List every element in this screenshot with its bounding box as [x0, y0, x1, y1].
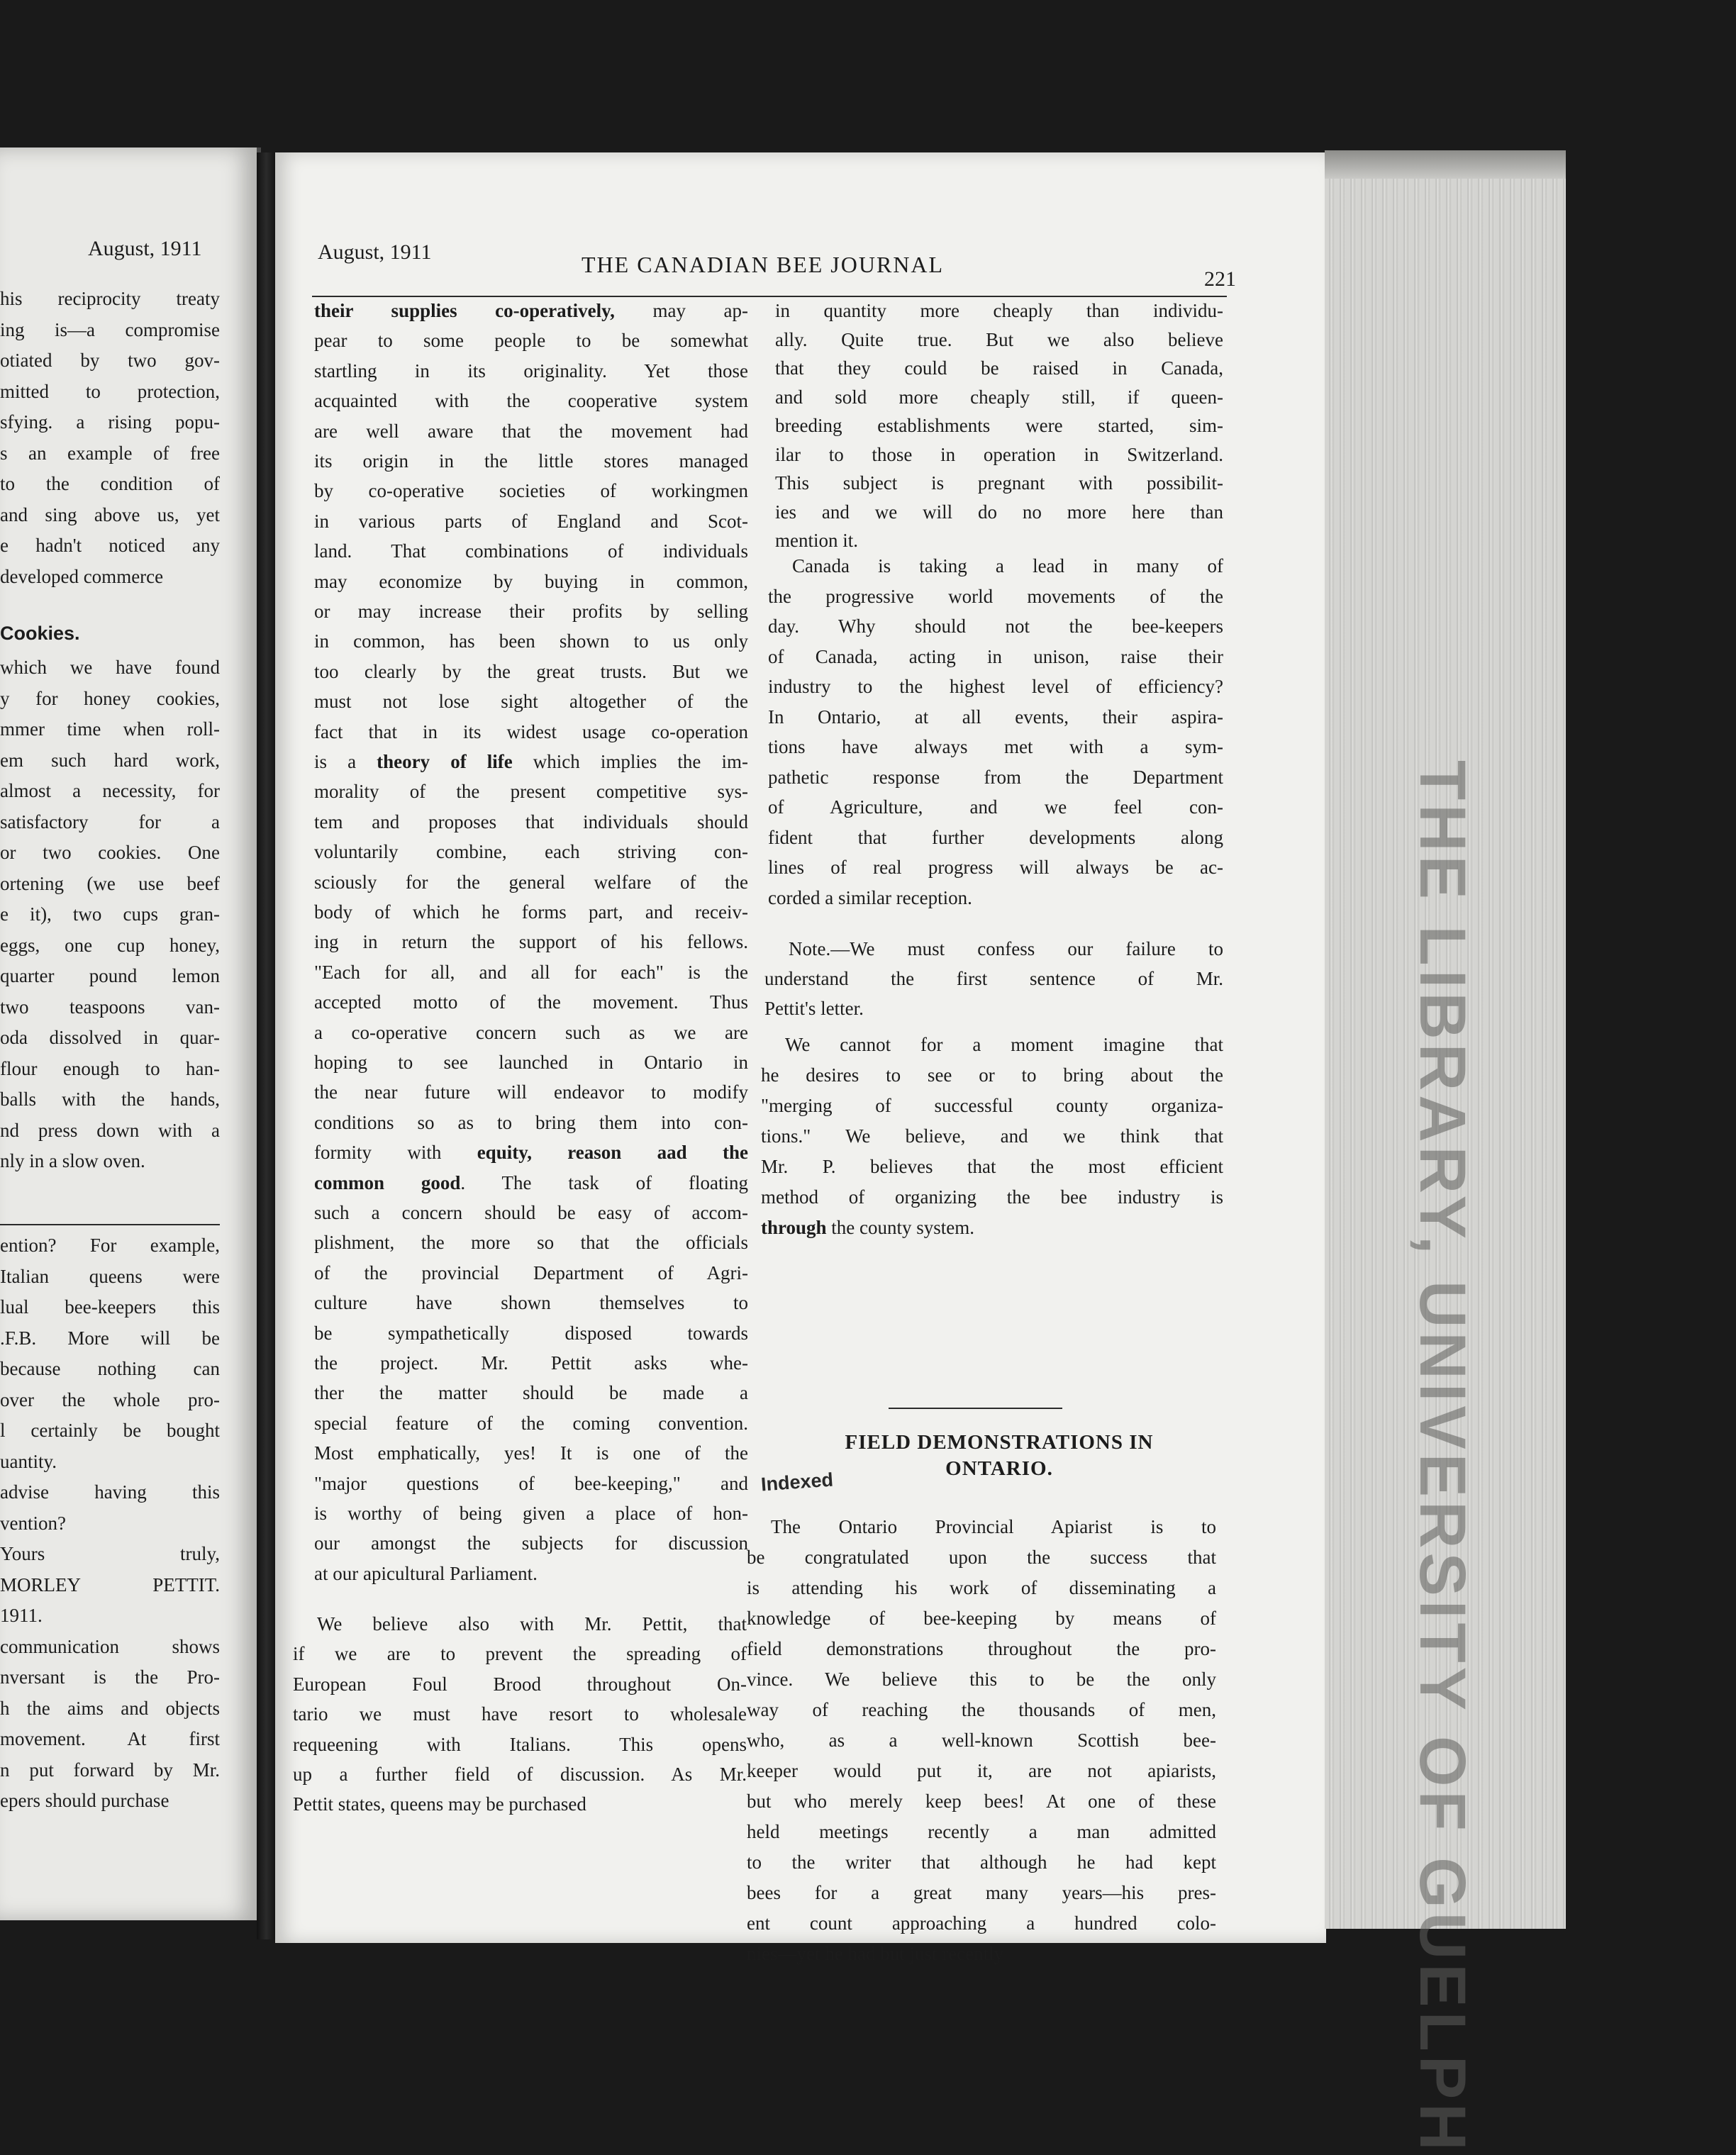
text-line: conditions so as to bring them into con- — [314, 1111, 748, 1133]
text-line: up a further field of discussion. As Mr. — [293, 1764, 747, 1785]
text-line: lual bee-keepers this — [0, 1296, 220, 1318]
text-line: l certainly be bought — [0, 1420, 220, 1441]
text-line: ing is—a compromise — [0, 318, 220, 340]
text-line: a co-operative concern such as we are — [314, 1021, 748, 1043]
book-top-edge — [1325, 150, 1566, 179]
text-line: developed commerce — [0, 565, 164, 587]
section-divider — [889, 1408, 1062, 1409]
text-line: that they could be raised in Canada, — [775, 357, 1223, 379]
text-line: field demonstrations throughout the pro- — [747, 1638, 1216, 1659]
text-line: Note.—We must confess our failure to — [789, 938, 1223, 959]
text-line: if we are to prevent the spreading of — [293, 1643, 747, 1665]
text-line: of Agriculture, and we feel con- — [768, 796, 1223, 818]
text-line: MORLEY PETTIT. — [0, 1574, 220, 1596]
text-line: two teaspoons van- — [0, 996, 220, 1018]
text-line: epers should purchase — [0, 1790, 169, 1811]
text-line: tem and proposes that individuals should — [314, 811, 748, 833]
previous-page-text-block-2 — [0, 658, 220, 1296]
text-line: mitted to protection, — [0, 380, 220, 402]
text-line: or may increase their profits by selling — [314, 601, 748, 622]
text-line: such a concern should be easy of accom- — [314, 1202, 748, 1223]
text-line: of Canada, acting in unison, raise their — [768, 645, 1223, 667]
text-line: accepted motto of the movement. Thus — [314, 991, 748, 1013]
text-line: mmer time when roll- — [0, 718, 220, 740]
text-line: which we have found — [0, 657, 220, 678]
text-line: over the whole pro- — [0, 1388, 220, 1410]
text-line: their supplies co-operatively, may ap- — [314, 300, 748, 321]
text-line: acquainted with the cooperative system — [314, 390, 748, 412]
text-line: ies and we will do no more here than — [775, 501, 1223, 523]
text-line: tions." We believe, and we think that — [761, 1125, 1223, 1147]
text-line: who, as a well-known Scottish bee- — [747, 1730, 1216, 1751]
text-line: in various parts of England and Scot- — [314, 510, 748, 532]
text-line: or two cookies. One — [0, 842, 220, 863]
text-line: because nothing can — [0, 1358, 220, 1379]
text-line: body of which he forms part, and receiv- — [314, 901, 748, 923]
text-line: is attending his work of disseminating a — [747, 1577, 1216, 1598]
text-line: must not lose sight altogether of the — [314, 691, 748, 713]
text-line: corded a similar reception. — [768, 886, 972, 908]
text-line: s an example of free — [0, 442, 220, 464]
text-line: be congratulated upon the success that — [747, 1547, 1216, 1568]
text-line: nd press down with a — [0, 1119, 220, 1141]
text-line: pathetic response from the Department — [768, 766, 1223, 788]
text-line: nies—yet he had but just recently — [747, 1943, 1004, 1964]
page-number: 221 — [1204, 267, 1236, 291]
previous-page — [0, 147, 261, 1920]
text-line: bees for a great many years—his pres- — [747, 1882, 1216, 1903]
text-line: land. That combinations of individuals — [314, 540, 748, 562]
text-line: "major questions of bee-keeping," and — [314, 1472, 748, 1494]
text-line: ilar to those in operation in Switzerland. — [775, 443, 1223, 465]
text-line: at our apicultural Parliament. — [314, 1562, 538, 1584]
text-line: y for honey cookies, — [0, 687, 220, 709]
text-line: ing in return the support of his fellows. — [314, 931, 748, 953]
section-title-line-2: ONTARIO. — [945, 1457, 1053, 1480]
text-line: its origin in the little stores managed — [314, 450, 748, 472]
previous-page-heading: Cookies. — [0, 623, 80, 644]
section-title-line-1: FIELD DEMONSTRATIONS IN — [845, 1431, 1154, 1454]
text-line: "merging of successful county organiza- — [761, 1095, 1223, 1116]
text-line: in common, has been shown to us only — [314, 630, 748, 652]
text-line: nly in a slow oven. — [0, 1150, 145, 1171]
text-line: and sing above us, yet — [0, 503, 220, 525]
text-line: Canada is taking a lead in many of — [792, 555, 1223, 577]
text-line: em such hard work, — [0, 749, 220, 771]
text-line: of the provincial Department of Agri- — [314, 1262, 748, 1283]
text-line: ortening (we use beef — [0, 872, 220, 894]
text-line: quarter pound lemon — [0, 965, 220, 986]
text-line: lines of real progress will always be ac- — [768, 857, 1223, 878]
indexed-stamp: Indexed — [760, 1469, 834, 1496]
text-line: "Each for all, and all for each" is the — [314, 961, 748, 983]
text-line: nversant is the Pro- — [0, 1666, 220, 1688]
book-page-edges — [1325, 150, 1566, 2155]
text-line: and sold more cheaply still, if queen- — [775, 386, 1223, 408]
text-line: satisfactory for a — [0, 811, 220, 833]
text-line: the project. Mr. Pettit asks whe- — [314, 1352, 748, 1374]
text-line: 1911. — [0, 1605, 43, 1626]
text-line: Italian queens were — [0, 1265, 220, 1287]
text-line: our amongst the subjects for discussion — [314, 1532, 748, 1554]
text-line: e hadn't noticed any — [0, 535, 220, 556]
text-line: tions have always met with a sym- — [768, 736, 1223, 757]
text-line: vince. We believe this to be the only — [747, 1669, 1216, 1690]
text-line: method of organizing the bee industry is — [761, 1186, 1223, 1208]
page-221 — [275, 152, 1326, 1964]
text-line: ally. Quite true. But we also believe — [775, 328, 1223, 350]
text-line: sciously for the general welfare of the — [314, 871, 748, 893]
text-line: ent count approaching a hundred colo- — [747, 1912, 1216, 1934]
text-line: common good. The task of floating — [314, 1171, 748, 1193]
text-line: special feature of the coming convention. — [314, 1412, 748, 1434]
text-line: communication shows — [0, 1635, 220, 1657]
text-line: otiated by two gov- — [0, 350, 220, 371]
text-line: uantity. — [0, 1450, 57, 1472]
text-line: fident that further developments along — [768, 826, 1223, 848]
text-line: sfying. a rising popu- — [0, 411, 220, 433]
text-line: the near future will endeavor to modify — [314, 1081, 748, 1103]
text-line: n put forward by Mr. — [0, 1759, 220, 1781]
text-line: be sympathetically disposed towards — [314, 1322, 748, 1344]
text-line: hoping to see launched in Ontario in — [314, 1052, 748, 1073]
text-line: balls with the hands, — [0, 1088, 220, 1110]
header-date: August, 1911 — [318, 240, 432, 264]
text-line: e it), two cups gran- — [0, 903, 220, 925]
text-line: is worthy of being given a place of hon- — [314, 1503, 748, 1524]
journal-title: THE CANADIAN BEE JOURNAL — [582, 252, 945, 277]
text-line: understand the first sentence of Mr. — [764, 968, 1223, 989]
previous-page-divider — [0, 1224, 220, 1225]
text-line: in quantity more cheaply than individu- — [775, 300, 1223, 321]
text-line: We cannot for a moment imagine that — [785, 1034, 1223, 1055]
library-stamp: THE LIBRARY, UNIVERSITY OF GUELPH — [1406, 760, 1479, 2155]
text-line: voluntarily combine, each striving con- — [314, 841, 748, 863]
text-line: to the writer that although he had kept — [747, 1851, 1216, 1873]
text-line: held meetings recently a man admitted — [747, 1821, 1216, 1842]
text-line: way of reaching the thousands of men, — [747, 1699, 1216, 1720]
previous-page-text-block-1 — [0, 289, 220, 644]
text-line: fact that in its widest usage co-operation — [314, 720, 748, 742]
text-line: breeding establishments were started, sim- — [775, 415, 1223, 436]
text-line: may economize by buying in common, — [314, 570, 748, 592]
text-line: industry to the highest level of efficiency? — [768, 676, 1223, 697]
text-line: Yours truly, — [0, 1543, 220, 1564]
text-line: through the county system. — [761, 1217, 975, 1238]
text-line: We believe also with Mr. Pettit, that — [317, 1613, 747, 1635]
text-line: The Ontario Provincial Apiarist is to — [771, 1516, 1216, 1537]
text-line: but who merely keep bees! At one of these — [747, 1791, 1216, 1812]
text-line: are well aware that the movement had — [314, 420, 748, 442]
text-line: keeper would put it, are not apiarists, — [747, 1760, 1216, 1781]
text-line: his reciprocity treaty — [0, 288, 220, 309]
text-line: In Ontario, at all events, their aspira- — [768, 706, 1223, 728]
text-line: pear to some people to be somewhat — [314, 330, 748, 352]
text-line: Pettit states, queens may be purchased — [293, 1793, 586, 1815]
text-line: day. Why should not the bee-keepers — [768, 616, 1223, 637]
text-line: h the aims and objects — [0, 1697, 220, 1719]
text-line: is a theory of life which implies the im- — [314, 751, 748, 772]
text-line: the progressive world movements of the — [768, 585, 1223, 607]
text-line: requeening with Italians. This opens — [293, 1733, 747, 1755]
text-line: oda dissolved in quar- — [0, 1027, 220, 1048]
text-line: Most emphatically, yes! It is one of the — [314, 1442, 748, 1464]
text-line: This subject is pregnant with possibilit- — [775, 472, 1223, 494]
text-line: tario we must have resort to wholesale — [293, 1703, 747, 1725]
text-line: formity with equity, reason aad the — [314, 1142, 748, 1164]
text-line: he desires to see or to bring about the — [761, 1064, 1223, 1086]
text-line: movement. At first — [0, 1728, 220, 1749]
text-line: startling in its originality. Yet those — [314, 360, 748, 382]
text-line: mention it. — [775, 530, 858, 551]
text-line: ention? For example, — [0, 1235, 220, 1256]
text-line: by co-operative societies of workingmen — [314, 480, 748, 502]
text-line: advise having this — [0, 1481, 220, 1503]
previous-page-header-date: August, 1911 — [88, 237, 202, 260]
text-line: knowledge of bee-keeping by means of — [747, 1608, 1216, 1629]
text-line: Pettit's letter. — [764, 998, 864, 1019]
text-line: too clearly by the great trusts. But we — [314, 660, 748, 682]
previous-page-text-block-3 — [0, 1236, 220, 1945]
text-line: vention? — [0, 1512, 66, 1534]
text-line: eggs, one cup honey, — [0, 934, 220, 956]
text-line: almost a necessity, for — [0, 780, 220, 801]
text-line: .F.B. More will be — [0, 1327, 220, 1349]
text-line: ther the matter should be made a — [314, 1382, 748, 1404]
text-line: Mr. P. believes that the most efficient — [761, 1156, 1223, 1177]
header-rule — [312, 296, 1227, 297]
text-line: European Foul Brood throughout On- — [293, 1673, 747, 1695]
text-line: culture have shown themselves to — [314, 1292, 748, 1314]
text-line: morality of the present competitive sys- — [314, 781, 748, 803]
text-line: to the condition of — [0, 473, 220, 494]
text-line: plishment, the more so that the officials — [314, 1232, 748, 1254]
text-line: flour enough to han- — [0, 1057, 220, 1079]
